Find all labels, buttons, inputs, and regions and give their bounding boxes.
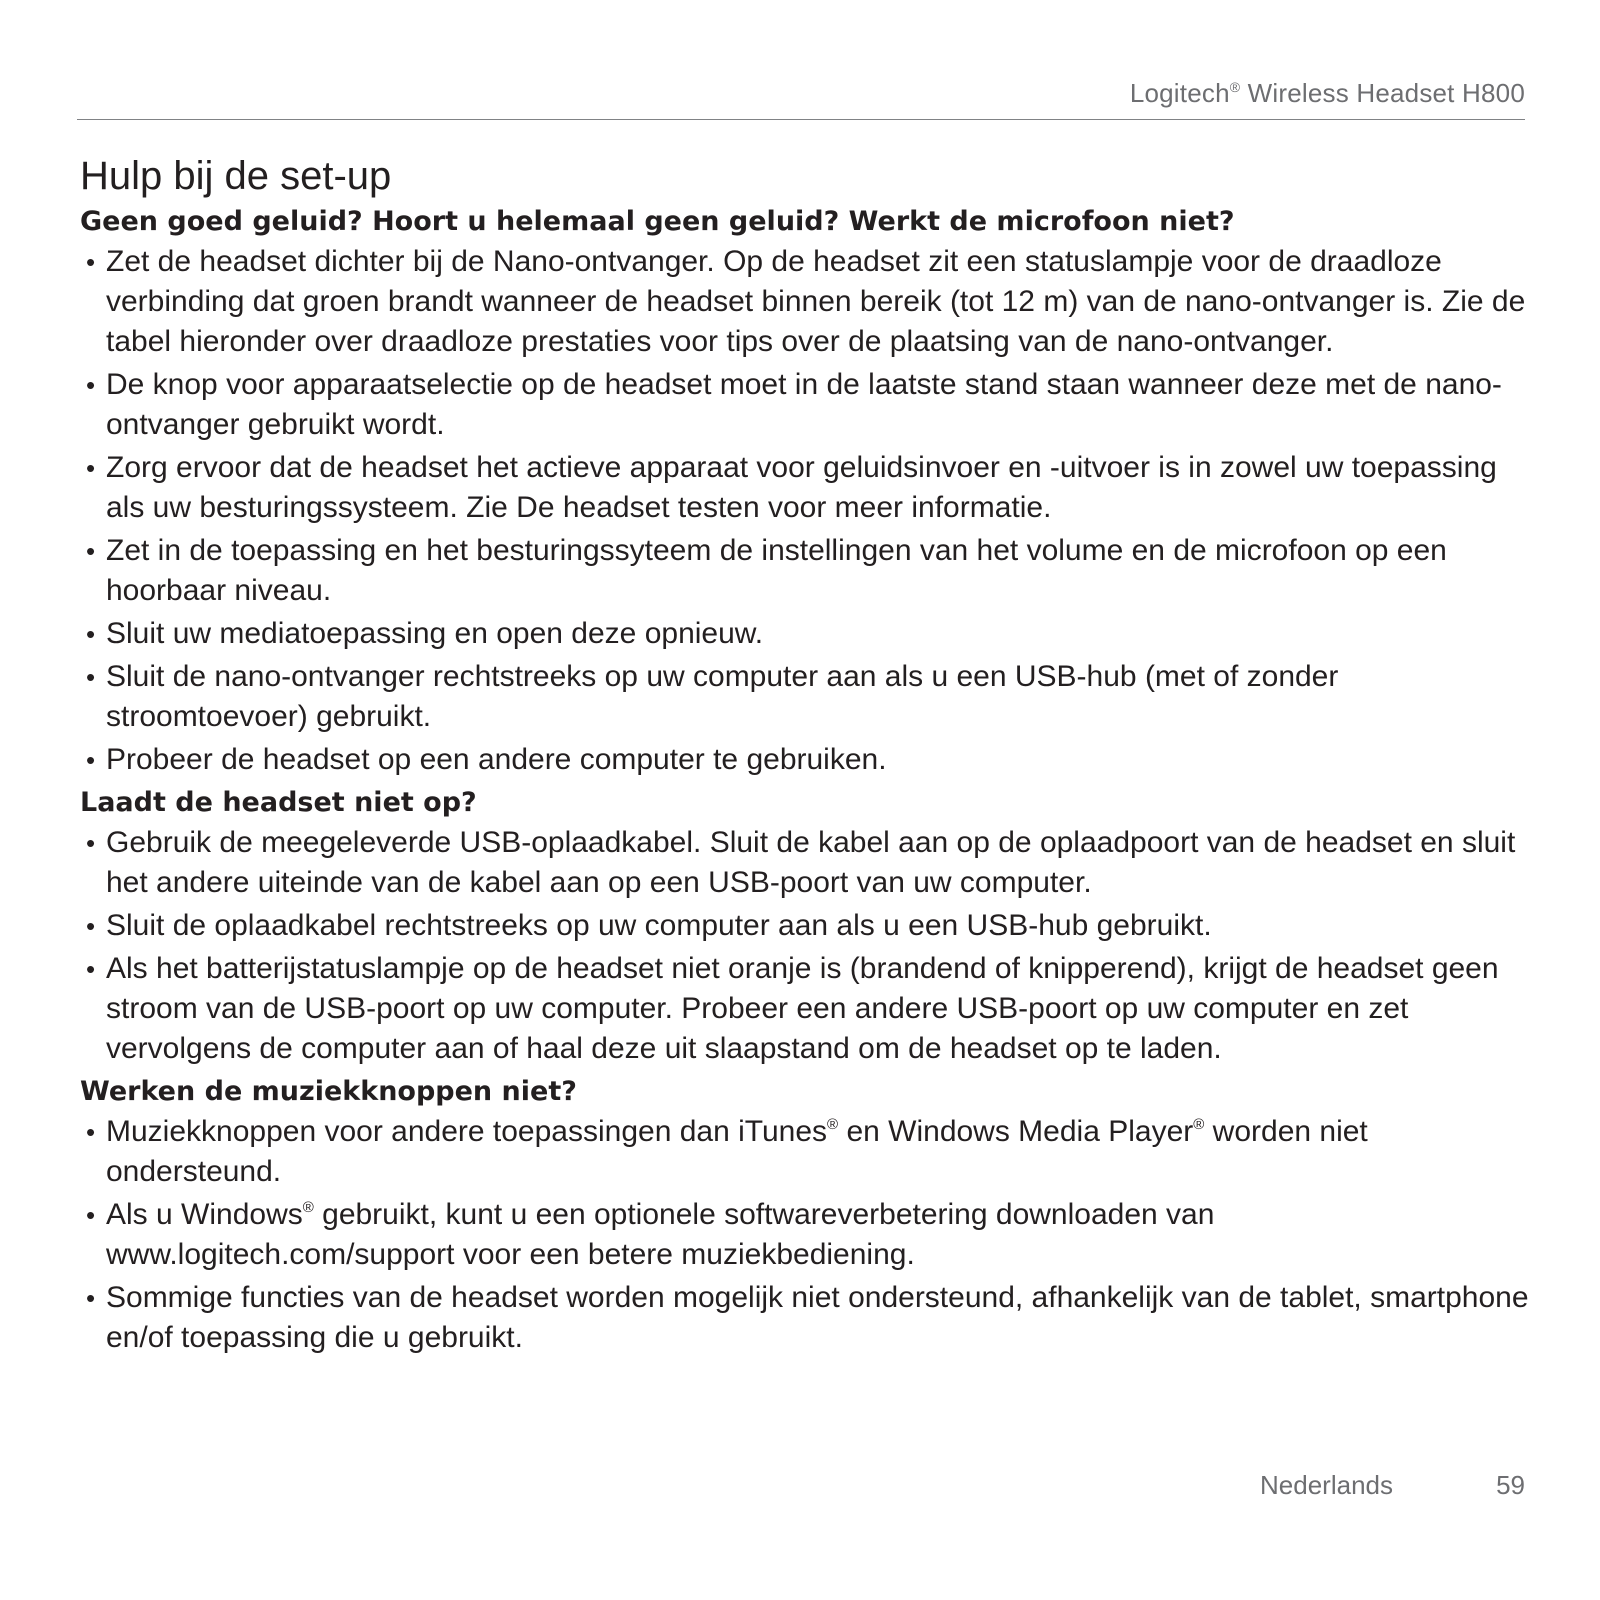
bullet-list-music-buttons — [80, 1112, 1530, 1358]
list-item-text: De knop voor apparaatselectie op de headset moet in de laatste stand staan wanneer deze met de nano-ontvanger gebruikt wordt. — [106, 368, 1502, 441]
registered-mark: ® — [827, 1116, 839, 1133]
list-item-text: Sluit de nano-ontvanger rechtstreeks op uw computer aan als u een USB-hub (met of zonder stroomtoevoer) gebruikt. — [106, 660, 1339, 733]
bullet-list-sound — [80, 242, 1530, 780]
bullet-icon: • — [86, 247, 96, 277]
list-item — [80, 740, 1530, 780]
list-item-text: Zorg ervoor dat de headset het actieve apparaat voor geluidsinvoer en -uitvoer is in zowel uw toepassing als uw besturingssysteem. Zie De headset testen voor meer informatie. — [106, 451, 1497, 524]
list-item-text: Zet de headset dichter bij de Nano-ontvanger. Op de headset zit een statuslampje voor de draadloze verbinding dat groen brandt wanneer de headset binnen bereik (tot 12 m) van de nano-ontvanger is. Zie de tabel hieronder over draadloze prestaties voor tips over de plaatsing van de nano-ontvanger. — [106, 245, 1526, 358]
bullet-icon: • — [86, 745, 96, 775]
list-item — [80, 242, 1530, 362]
list-item-text: Zet in de toepassing en het besturingssyteem de instellingen van het volume en de microfoon op een hoorbaar niveau. — [106, 534, 1447, 607]
list-item-text-part: worden niet ondersteund. — [106, 1115, 1368, 1188]
bullet-icon: • — [86, 453, 96, 483]
list-item-text: Probeer de headset op een andere computer te gebruiken. — [106, 743, 887, 776]
bullet-icon: • — [86, 911, 96, 941]
section-heading-charging: Laadt de headset niet op? — [80, 787, 477, 818]
list-item — [80, 1195, 1530, 1275]
list-item-text: Als het batterijstatuslampje op de headset niet oranje is (brandend of knipperend), krijgt de headset geen stroom van de USB-poort op uw computer. Probeer een andere USB-poort op uw computer en zet vervolgens de computer aan of haal deze uit slaapstand om de headset op te laden. — [106, 952, 1499, 1065]
list-item-text: Gebruik de meegeleverde USB-oplaadkabel. Sluit de kabel aan op de oplaadpoort van de headset en sluit het andere uiteinde van de kabel aan op een USB-poort van uw computer. — [106, 826, 1516, 899]
bullet-icon: • — [86, 1283, 96, 1313]
list-item — [80, 1112, 1530, 1192]
bullet-icon: • — [86, 828, 96, 858]
brand-name: Logitech — [1129, 78, 1230, 108]
registered-mark: ® — [1193, 1116, 1205, 1133]
list-item-text: Sluit uw mediatoepassing en open deze opnieuw. — [106, 617, 764, 650]
registered-mark: ® — [302, 1199, 314, 1216]
product-name: Wireless Headset H800 — [1240, 78, 1525, 108]
list-item — [80, 448, 1530, 528]
list-item-text-part: Muziekknoppen voor andere toepassingen dan iTunes — [106, 1115, 828, 1148]
list-item — [80, 614, 1530, 654]
list-item — [80, 1278, 1530, 1358]
bullet-icon: • — [86, 536, 96, 566]
running-header — [1130, 78, 1525, 109]
page-number: 59 — [1496, 1470, 1525, 1500]
list-item-text-part: Als u Windows — [106, 1198, 303, 1231]
page-title: Hulp bij de set-up — [80, 154, 392, 198]
list-item — [80, 906, 1530, 946]
header-rule — [77, 119, 1525, 120]
bullet-icon: • — [86, 619, 96, 649]
section-heading-sound: Geen goed geluid? Hoort u helemaal geen geluid? Werkt de microfoon niet? — [80, 206, 1235, 237]
bullet-list-charging — [80, 823, 1530, 1069]
bullet-icon: • — [86, 1200, 96, 1230]
bullet-icon: • — [86, 954, 96, 984]
bullet-icon: • — [86, 1117, 96, 1147]
list-item-text: Sluit de oplaadkabel rechtstreeks op uw computer aan als u een USB-hub gebruikt. — [106, 909, 1212, 942]
list-item — [80, 657, 1530, 737]
list-item-text-part: gebruikt, kunt u een optionele softwareverbetering downloaden van www.logitech.com/support voor een betere muziekbediening. — [106, 1198, 1215, 1271]
registered-mark: ® — [1229, 79, 1241, 95]
section-heading-music-buttons: Werken de muziekknoppen niet? — [80, 1076, 577, 1107]
list-item — [80, 365, 1530, 445]
bullet-icon: • — [86, 370, 96, 400]
main-content — [80, 152, 1530, 1361]
list-item — [80, 823, 1530, 903]
list-item-text-part: en Windows Media Player — [838, 1115, 1194, 1148]
footer-language: Nederlands — [1260, 1470, 1393, 1500]
bullet-icon: • — [86, 662, 96, 692]
list-item — [80, 949, 1530, 1069]
list-item-text: Sommige functies van de headset worden mogelijk niet ondersteund, afhankelijk van de tablet, smartphone en/of toepassing die u gebruikt. — [106, 1281, 1529, 1354]
list-item — [80, 531, 1530, 611]
